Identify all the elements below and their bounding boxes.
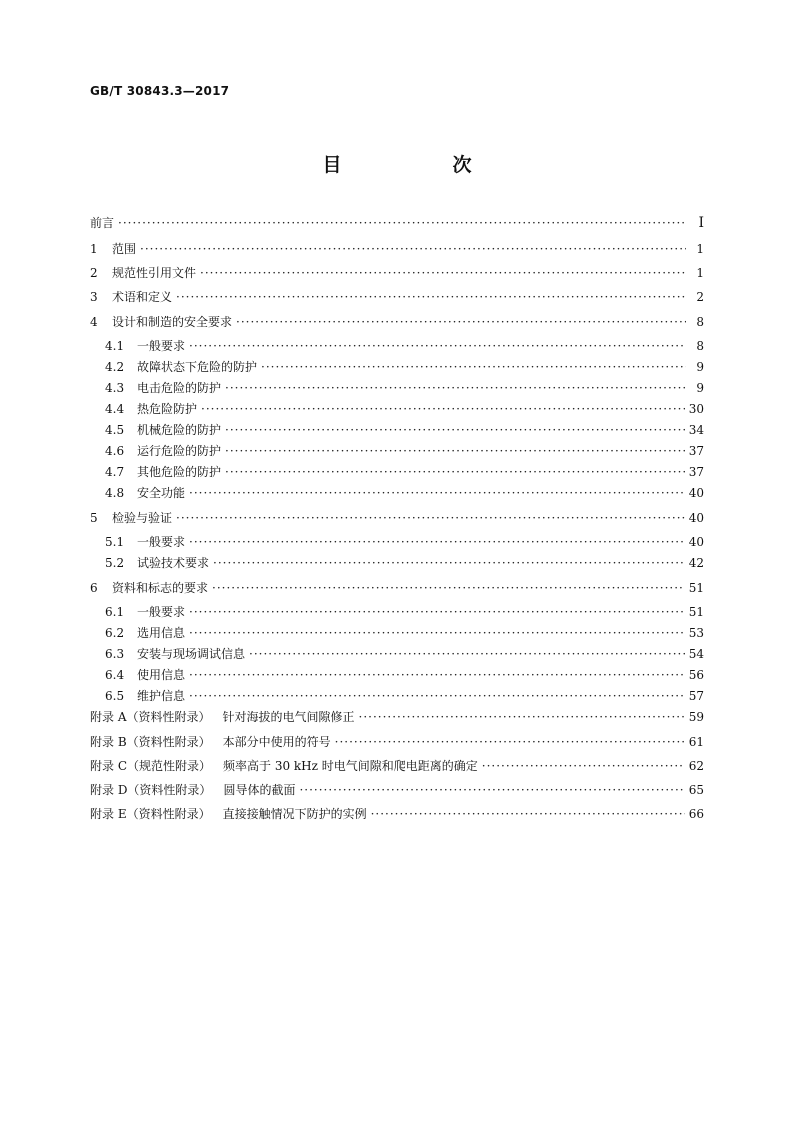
toc-entry-label: 机械危险的防护 <box>137 423 222 437</box>
toc-leader-dots <box>225 444 685 458</box>
toc-leader-dots <box>189 339 686 353</box>
toc-entry-label: 使用信息 <box>137 668 186 682</box>
toc-entry-number: 6.2 <box>105 626 125 640</box>
toc-entry[interactable] <box>90 581 704 595</box>
toc-leader-dots <box>299 783 684 797</box>
toc-entry-label: 故障状态下危险的防护 <box>137 360 258 374</box>
toc-leader-dots <box>225 423 685 437</box>
toc-entry-number: 1 <box>90 242 98 256</box>
toc-entry[interactable] <box>90 626 704 640</box>
toc-entry-label: 资料和标志的要求 <box>112 581 209 595</box>
toc-entry-label: 范围 <box>112 242 137 256</box>
toc-leader-dots <box>176 290 686 304</box>
toc-entry-number: 5 <box>90 511 98 525</box>
toc-entry-label: 试验技术要求 <box>137 556 210 570</box>
toc-entry[interactable] <box>90 511 704 525</box>
toc-entry[interactable] <box>90 465 704 479</box>
toc-entry-number: 6.3 <box>105 647 125 661</box>
toc-entry-page: 8 <box>696 339 704 353</box>
toc-entry[interactable] <box>90 315 704 329</box>
toc-entry-page: 51 <box>688 605 704 619</box>
toc-entry-page: 53 <box>688 626 704 640</box>
toc-entry-page: 66 <box>688 807 704 821</box>
toc-entry[interactable] <box>90 556 704 570</box>
toc-entry-number: 4.8 <box>105 486 125 500</box>
toc-entry-label: 本部分中使用的符号 <box>222 735 331 749</box>
toc-entry-number: 3 <box>90 290 98 304</box>
toc-entry-page: 37 <box>688 465 704 479</box>
toc-entry-page: 65 <box>688 783 704 797</box>
toc-entry-number: 2 <box>90 266 98 280</box>
toc-entry-label: 安装与现场调试信息 <box>137 647 246 661</box>
toc-entry-label: 一般要求 <box>137 605 186 619</box>
toc-leader-dots <box>261 360 686 374</box>
toc-leader-dots <box>249 647 685 661</box>
toc-entry-number: 4.2 <box>105 360 125 374</box>
toc-entry[interactable] <box>90 710 704 724</box>
toc-entry-label: 热危险防护 <box>137 402 198 416</box>
toc-entry-page: 30 <box>688 402 704 416</box>
toc-entry-page: 1 <box>696 242 704 256</box>
toc-entry-number: 4.7 <box>105 465 125 479</box>
toc-entry-page: 57 <box>688 689 704 703</box>
toc-entry[interactable] <box>90 381 704 395</box>
toc-entry[interactable] <box>90 807 704 821</box>
toc-entry-number: 附录 D（资料性附录） <box>90 783 212 797</box>
toc-entry-page: 2 <box>696 290 704 304</box>
table-of-contents <box>90 216 704 836</box>
toc-entry-page: 56 <box>688 668 704 682</box>
toc-entry-label: 运行危险的防护 <box>137 444 222 458</box>
toc-entry-page: 59 <box>688 710 704 724</box>
standard-code: GB/T 30843.3—2017 <box>90 84 230 98</box>
toc-leader-dots <box>189 535 685 549</box>
toc-leader-dots <box>189 605 685 619</box>
toc-entry-page: 54 <box>688 647 704 661</box>
toc-entry-label: 维护信息 <box>137 689 186 703</box>
toc-entry[interactable] <box>90 605 704 619</box>
toc-entry-page: 1 <box>696 266 704 280</box>
toc-entry-page: 34 <box>688 423 704 437</box>
toc-entry[interactable] <box>90 783 704 797</box>
toc-entry-label: 一般要求 <box>137 339 186 353</box>
toc-entry[interactable] <box>90 242 704 256</box>
toc-entry-page: 37 <box>688 444 704 458</box>
toc-entry-label: 电击危险的防护 <box>137 381 222 395</box>
toc-entry-number: 4.5 <box>105 423 125 437</box>
toc-entry[interactable] <box>90 266 704 280</box>
toc-entry-label: 选用信息 <box>137 626 186 640</box>
toc-entry-label: 频率高于 30 kHz 时电气间隙和爬电距离的确定 <box>223 759 478 773</box>
toc-entry[interactable] <box>90 668 704 682</box>
toc-leader-dots <box>236 315 686 329</box>
toc-entry-number: 4.6 <box>105 444 125 458</box>
toc-entry-number: 4 <box>90 315 98 329</box>
toc-leader-dots <box>200 266 686 280</box>
toc-entry-page: 61 <box>688 735 704 749</box>
toc-entry-page: 40 <box>688 486 704 500</box>
toc-entry-number: 6.5 <box>105 689 125 703</box>
toc-entry[interactable] <box>90 735 704 749</box>
toc-leader-dots <box>335 735 685 749</box>
toc-entry-page: 40 <box>688 535 704 549</box>
toc-leader-dots <box>140 242 686 256</box>
toc-entry-page: 9 <box>696 381 704 395</box>
toc-entry-label: 圆导体的截面 <box>223 783 296 797</box>
toc-leader-dots <box>189 689 685 703</box>
toc-entry-number: 附录 C（规范性附录） <box>90 759 211 773</box>
toc-entry-number: 5.1 <box>105 535 125 549</box>
toc-entry[interactable] <box>90 444 704 458</box>
toc-entry-label: 规范性引用文件 <box>112 266 197 280</box>
toc-entry[interactable] <box>90 647 704 661</box>
toc-entry-label: 其他危险的防护 <box>137 465 222 479</box>
toc-entry[interactable] <box>90 486 704 500</box>
toc-leader-dots <box>201 402 685 416</box>
toc-leader-dots <box>176 511 685 525</box>
toc-entry-number: 4.1 <box>105 339 125 353</box>
toc-entry[interactable] <box>90 423 704 437</box>
toc-entry-number: 6.4 <box>105 668 125 682</box>
toc-leader-dots <box>225 465 685 479</box>
toc-title: 目 次 <box>322 154 518 176</box>
toc-leader-dots <box>359 710 685 724</box>
toc-entry-number: 附录 A（资料性附录） <box>90 710 211 724</box>
toc-entry-number: 6 <box>90 581 98 595</box>
toc-leader-dots <box>118 216 686 230</box>
toc-entry-page: 62 <box>688 759 704 773</box>
toc-entry-label: 安全功能 <box>137 486 186 500</box>
toc-entry-label: 针对海拔的电气间隙修正 <box>222 710 355 724</box>
toc-entry[interactable] <box>90 216 704 230</box>
toc-entry-number: 附录 B（资料性附录） <box>90 735 211 749</box>
toc-entry-number: 5.2 <box>105 556 125 570</box>
toc-entry-label: 设计和制造的安全要求 <box>112 315 233 329</box>
toc-leader-dots <box>371 807 685 821</box>
toc-entry-number: 4.3 <box>105 381 125 395</box>
toc-entry[interactable] <box>90 535 704 549</box>
toc-entry-label: 检验与验证 <box>112 511 173 525</box>
toc-entry-page: 42 <box>688 556 704 570</box>
toc-leader-dots <box>213 556 685 570</box>
toc-entry[interactable] <box>90 339 704 353</box>
toc-leader-dots <box>189 626 685 640</box>
toc-entry[interactable] <box>90 360 704 374</box>
toc-entry-number: 4.4 <box>105 402 125 416</box>
toc-leader-dots <box>212 581 685 595</box>
toc-entry-page: 8 <box>696 315 704 329</box>
toc-entry-page: Ⅰ <box>698 215 704 231</box>
toc-entry-label: 一般要求 <box>137 535 186 549</box>
toc-entry-page: 9 <box>696 360 704 374</box>
toc-entry-number: 附录 E（资料性附录） <box>90 807 211 821</box>
toc-entry[interactable] <box>90 402 704 416</box>
toc-entry-page: 51 <box>688 581 704 595</box>
toc-entry-number: 6.1 <box>105 605 125 619</box>
toc-leader-dots <box>189 668 685 682</box>
toc-entry[interactable] <box>90 689 704 703</box>
toc-entry[interactable] <box>90 759 704 773</box>
toc-entry-page: 40 <box>688 511 704 525</box>
toc-entry[interactable] <box>90 290 704 304</box>
toc-entry-label: 前言 <box>90 216 115 230</box>
toc-leader-dots <box>225 381 686 395</box>
toc-leader-dots <box>189 486 685 500</box>
toc-leader-dots <box>482 759 685 773</box>
toc-entry-label: 直接接触情况下防护的实例 <box>222 807 367 821</box>
toc-entry-label: 术语和定义 <box>112 290 173 304</box>
